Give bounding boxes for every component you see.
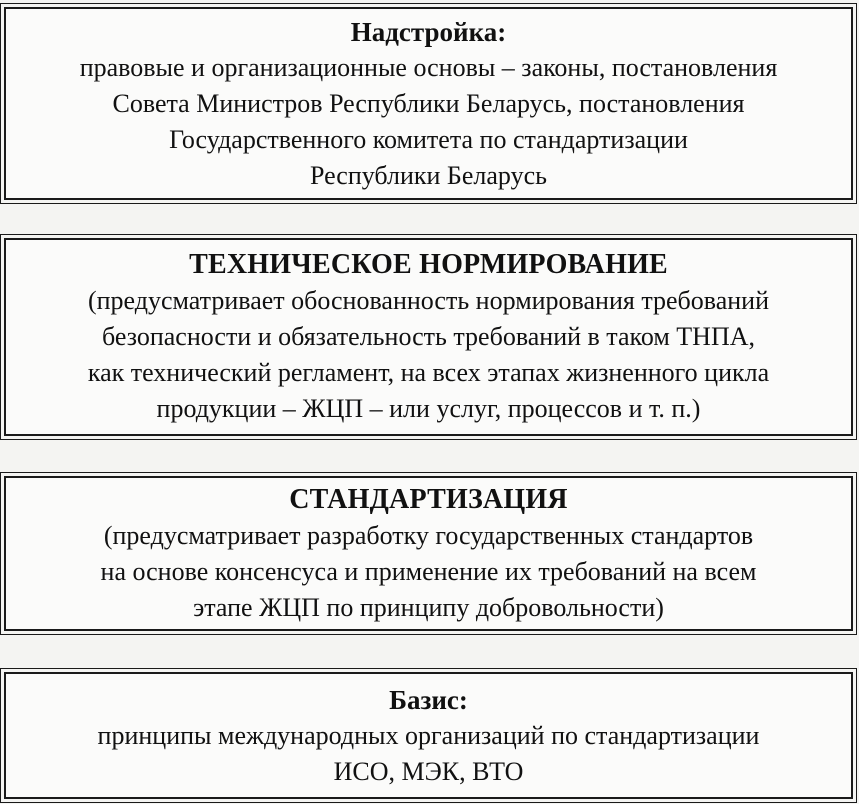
superstructure-line: Государственного комитета по стандартизации [169, 124, 688, 154]
technical-regulation-box [4, 238, 853, 436]
superstructure-title: Надстройка: [350, 16, 507, 47]
superstructure-line: правовые и организационные основы – законы, постановления [79, 52, 778, 82]
technical-regulation-line: как технический регламент, на всех этапах жизненного цикла [87, 358, 770, 387]
superstructure-box [4, 7, 853, 200]
basis-line: принципы международных организаций по стандартизации [97, 720, 760, 750]
standardization-box [4, 476, 853, 631]
basis-line: ИСО, МЭК, ВТО [333, 756, 524, 786]
basis-title: Базис: [389, 684, 468, 715]
technical-regulation-line: безопасности и обязательность требований в таком ТНПА, [101, 322, 756, 351]
superstructure-line: Совета Министров Республики Беларусь, постановления [112, 88, 745, 118]
technical-regulation-line: (предусматривает обоснованность нормирования требований [87, 286, 769, 315]
standardization-line: на основе консенсуса и применение их требований на всем [100, 556, 757, 586]
standardization-line: (предусматривает разработку государственных стандартов [103, 520, 754, 550]
standardization-title: СТАНДАРТИЗАЦИЯ [289, 483, 568, 515]
technical-regulation-line: продукции – ЖЦП – или услуг, процессов и т. п.) [156, 394, 701, 423]
standardization-line: этапе ЖЦП по принципу добровольности) [193, 592, 664, 622]
technical-regulation-title: ТЕХНИЧЕСКОЕ НОРМИРОВАНИЕ [189, 249, 668, 280]
superstructure-line: Республики Беларусь [310, 160, 547, 190]
basis-box [4, 672, 853, 799]
